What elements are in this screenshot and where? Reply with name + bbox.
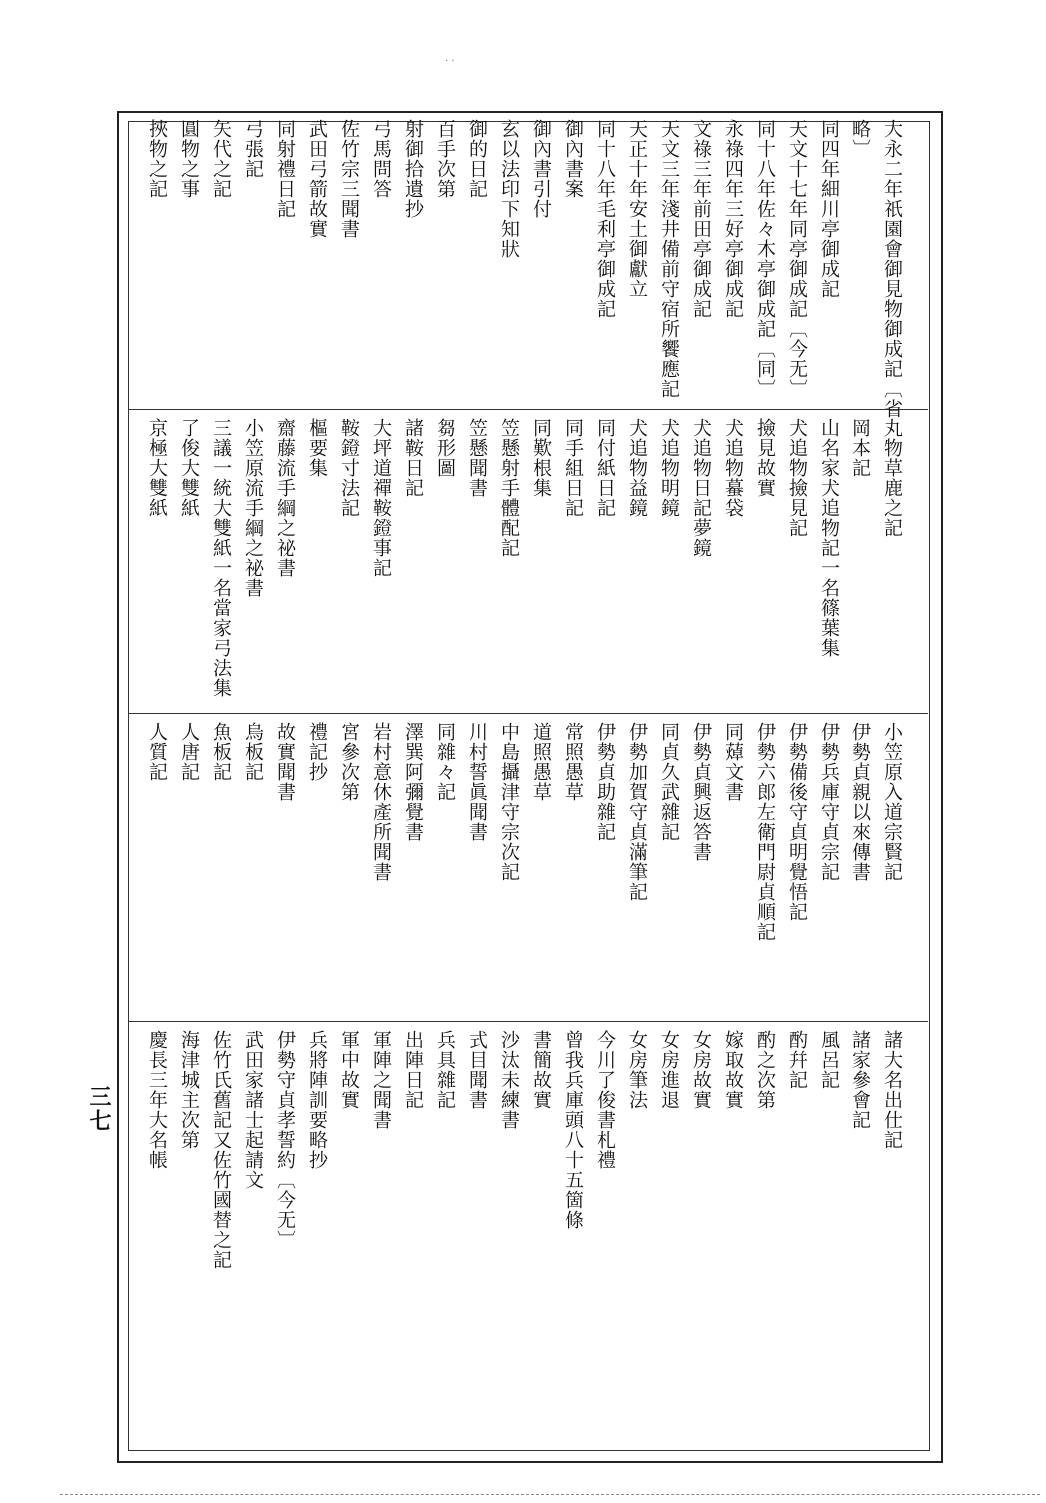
title-entry: 同𦻐文書 bbox=[722, 722, 744, 802]
top-mark: · ‧ bbox=[445, 56, 455, 67]
title-entry: 大坪道禪鞍鐙事記 bbox=[370, 418, 392, 578]
title-entry: 人唐記 bbox=[178, 722, 200, 782]
title-entry: 同射禮日記 bbox=[274, 119, 296, 219]
title-entry: 伊勢守貞孝誓約〔今无〕 bbox=[274, 1030, 296, 1250]
title-entry: 同四年細川亭御成記 bbox=[818, 119, 840, 299]
title-entry: 伊勢備後守貞明覺悟記 bbox=[786, 722, 808, 922]
title-entry: 女房進退 bbox=[658, 1030, 680, 1110]
title-entry: 伊勢貞助雜記 bbox=[594, 722, 616, 842]
title-entry: 伊勢六郎左衛門尉貞順記 bbox=[754, 722, 776, 942]
title-entry: 圓物之事 bbox=[178, 119, 200, 199]
title-entry: 伊勢加賀守貞滿筆記 bbox=[626, 722, 648, 902]
title-entry: 天正十年安土御獻立 bbox=[626, 119, 648, 299]
title-entry: 人質記 bbox=[146, 722, 168, 782]
title-entry: 酌幷記 bbox=[786, 1030, 808, 1090]
title-entry: 書簡故實 bbox=[530, 1030, 552, 1110]
title-entry: 常照愚草 bbox=[562, 722, 584, 802]
title-entry: 海津城主次第 bbox=[178, 1030, 200, 1150]
title-entry: 三議一統大雙紙一名當家弓法集 bbox=[210, 418, 232, 698]
title-entry: 御內書引付 bbox=[530, 119, 552, 219]
title-entry: 撿見故實 bbox=[754, 418, 776, 498]
title-entry: 嫁取故實 bbox=[722, 1030, 744, 1110]
title-entry: 中島攝津守宗次記 bbox=[498, 722, 520, 882]
title-entry: 犬追物蟇袋 bbox=[722, 418, 744, 518]
title-entry: 武田家諸士起請文 bbox=[242, 1030, 264, 1190]
title-entry: 禮記抄 bbox=[306, 722, 328, 782]
title-entry: 同雜々記 bbox=[434, 722, 456, 802]
title-entry: 天文三年淺井備前守宿所饗應記 bbox=[658, 119, 680, 399]
title-entry: 諸大名出仕記 bbox=[881, 1030, 903, 1150]
title-entry: 御的日記 bbox=[466, 119, 488, 199]
title-entry: 諸鞍日記 bbox=[402, 418, 424, 498]
title-entry: 川村誓眞聞書 bbox=[466, 722, 488, 842]
title-entry: 岡本記 bbox=[849, 418, 871, 478]
title-entry: 京極大雙紙 bbox=[146, 418, 168, 518]
title-entry: 挾物之記 bbox=[146, 119, 168, 199]
title-entry: 射御拾遺抄 bbox=[402, 119, 424, 219]
title-entry: 御內書案 bbox=[562, 119, 584, 199]
title-entry: 同貞久武雜記 bbox=[658, 722, 680, 842]
title-entry: 鞍鐙寸法記 bbox=[338, 418, 360, 518]
title-entry: 故實聞書 bbox=[274, 722, 296, 802]
title-entry: 佐竹宗三聞書 bbox=[338, 119, 360, 239]
title-entry: 風呂記 bbox=[818, 1030, 840, 1090]
title-entry: 笠懸射手體配記 bbox=[498, 418, 520, 558]
title-entry: 慶長三年大名帳 bbox=[146, 1030, 168, 1170]
title-entry: 同付紙日記 bbox=[594, 418, 616, 518]
title-entry: 宮參次第 bbox=[338, 722, 360, 802]
title-entry: 魚板記 bbox=[210, 722, 232, 782]
title-entry: 樞要集 bbox=[306, 418, 328, 478]
title-entry: 天文十七年同亭御成記〔今无〕 bbox=[786, 119, 808, 399]
title-entry: 略〕 bbox=[849, 119, 871, 159]
title-entry: 出陣日記 bbox=[402, 1030, 424, 1110]
title-entry: 沙汰未練書 bbox=[498, 1030, 520, 1130]
title-entry: 曾我兵庫頭八十五箇條 bbox=[562, 1030, 584, 1230]
title-entry: 笠懸聞書 bbox=[466, 418, 488, 498]
title-entry: 玄以法印下知狀 bbox=[498, 119, 520, 259]
title-entry: 佐竹氏舊記又佐竹國替之記 bbox=[210, 1030, 232, 1270]
title-entry: 犬追物日記夢鏡 bbox=[690, 418, 712, 558]
band-3 bbox=[128, 714, 928, 1021]
band-2 bbox=[128, 410, 928, 713]
title-entry: 伊勢貞親以來傳書 bbox=[849, 722, 871, 882]
band-1 bbox=[128, 111, 928, 419]
title-entry: 女房故實 bbox=[690, 1030, 712, 1110]
title-entry: 齋藤流手綱之祕書 bbox=[274, 418, 296, 578]
title-entry: 軍中故實 bbox=[338, 1030, 360, 1110]
title-entry: 文祿三年前田亭御成記 bbox=[690, 119, 712, 319]
title-entry: 小笠原流手綱之祕書 bbox=[242, 418, 264, 598]
title-entry: 矢代之記 bbox=[210, 119, 232, 199]
title-entry: 同手組日記 bbox=[562, 418, 584, 518]
title-entry: 諸家參會記 bbox=[849, 1030, 871, 1130]
title-entry: 女房筆法 bbox=[626, 1030, 648, 1110]
title-entry: 兵具雜記 bbox=[434, 1030, 456, 1110]
title-entry: 同十八年佐々木亭御成記〔同〕 bbox=[754, 119, 776, 399]
title-entry: 犬追物明鏡 bbox=[658, 418, 680, 518]
title-entry: 酌之次第 bbox=[754, 1030, 776, 1110]
title-entry: 澤巽阿彌覺書 bbox=[402, 722, 424, 842]
title-entry: 犬追物益鏡 bbox=[626, 418, 648, 518]
title-entry: 武田弓箭故實 bbox=[306, 119, 328, 239]
title-entry: 山名家犬追物記一名篠葉集 bbox=[818, 418, 840, 658]
title-entry: 同歎根集 bbox=[530, 418, 552, 498]
bottom-rule bbox=[60, 1494, 1040, 1495]
title-entry: 弓馬問答 bbox=[370, 119, 392, 199]
title-entry: 今川了俊書札禮 bbox=[594, 1030, 616, 1170]
title-entry: 弓張記 bbox=[242, 119, 264, 179]
title-entry: 百手次第 bbox=[434, 119, 456, 199]
title-entry: 道照愚草 bbox=[530, 722, 552, 802]
title-entry: 小笠原入道宗賢記 bbox=[881, 722, 903, 882]
title-entry: 伊勢兵庫守貞宗記 bbox=[818, 722, 840, 882]
title-entry: 伊勢貞興返答書 bbox=[690, 722, 712, 862]
title-entry: 烏板記 bbox=[242, 722, 264, 782]
page-number: 三七 bbox=[86, 1085, 112, 1133]
title-entry: 同十八年毛利亭御成記 bbox=[594, 119, 616, 319]
band-4 bbox=[128, 1022, 928, 1449]
title-entry: 芻形圖 bbox=[434, 418, 456, 478]
title-entry: 軍陣之聞書 bbox=[370, 1030, 392, 1130]
title-entry: 犬追物撿見記 bbox=[786, 418, 808, 538]
title-entry: 岩村意休產所聞書 bbox=[370, 722, 392, 882]
title-entry: 了俊大雙紙 bbox=[178, 418, 200, 518]
title-entry: 式目聞書 bbox=[466, 1030, 488, 1110]
title-entry: 丸物草鹿之記 bbox=[881, 418, 903, 538]
title-entry: 大永二年祇園會御見物御成記〔省 bbox=[881, 119, 903, 419]
title-entry: 兵將陣訓要略抄 bbox=[306, 1030, 328, 1170]
title-entry: 永祿四年三好亭御成記 bbox=[722, 119, 744, 319]
